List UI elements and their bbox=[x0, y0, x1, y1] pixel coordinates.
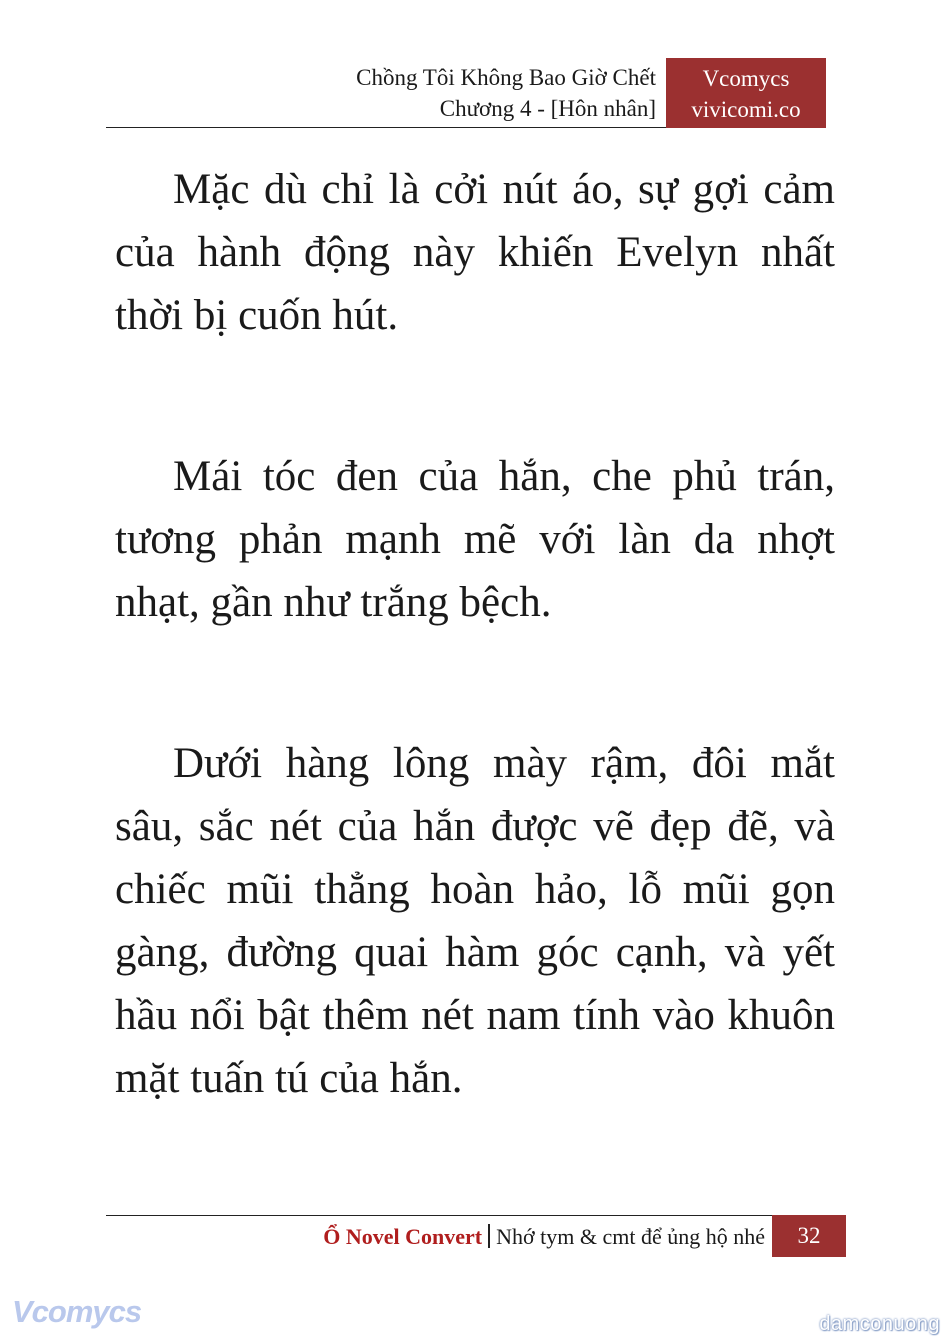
footer-brand: Ổ Novel Convert bbox=[323, 1224, 483, 1249]
brand-site: vivicomi.co bbox=[691, 97, 801, 122]
footer-note bbox=[323, 1221, 765, 1253]
footer-divider bbox=[106, 1215, 772, 1216]
paragraph-1: Mặc dù chỉ là cởi nút áo, sự gợi cảm của hành động này khiến Evelyn nhất thời bị cuốn hút. bbox=[115, 166, 835, 339]
watermark-logo: Vcomycs bbox=[12, 1294, 142, 1329]
brand-name: Vcomycs bbox=[702, 66, 790, 91]
paragraph-2: Mái tóc đen của hắn, che phủ trán, tương phản mạnh mẽ với làn da nhợt nhạt, gần như trắng bệch. bbox=[115, 453, 835, 626]
chapter-body bbox=[115, 158, 835, 1208]
page-number: 32 bbox=[772, 1215, 846, 1257]
running-header bbox=[356, 62, 656, 124]
brand-badge bbox=[666, 58, 826, 128]
watermark-text: damconuong bbox=[819, 1313, 940, 1335]
chapter-title: Chương 4 - [Hôn nhân] bbox=[439, 96, 656, 121]
paragraph-3: Dưới hàng lông mày rậm, đôi mắt sâu, sắc nét của hắn được vẽ đẹp đẽ, và chiếc mũi thẳng hoàn hảo, lỗ mũi gọn gàng, đường quai hàm góc cạnh, và yết hầu nổi bật thêm nét nam tính vào khuôn mặt tuấn tú của hắn. bbox=[115, 740, 835, 1102]
book-title: Chồng Tôi Không Bao Giờ Chết bbox=[356, 65, 656, 90]
footer-message: Nhớ tym & cmt để ủng hộ nhé bbox=[496, 1224, 765, 1249]
footer-separator bbox=[488, 1224, 490, 1248]
header-divider bbox=[106, 127, 666, 128]
